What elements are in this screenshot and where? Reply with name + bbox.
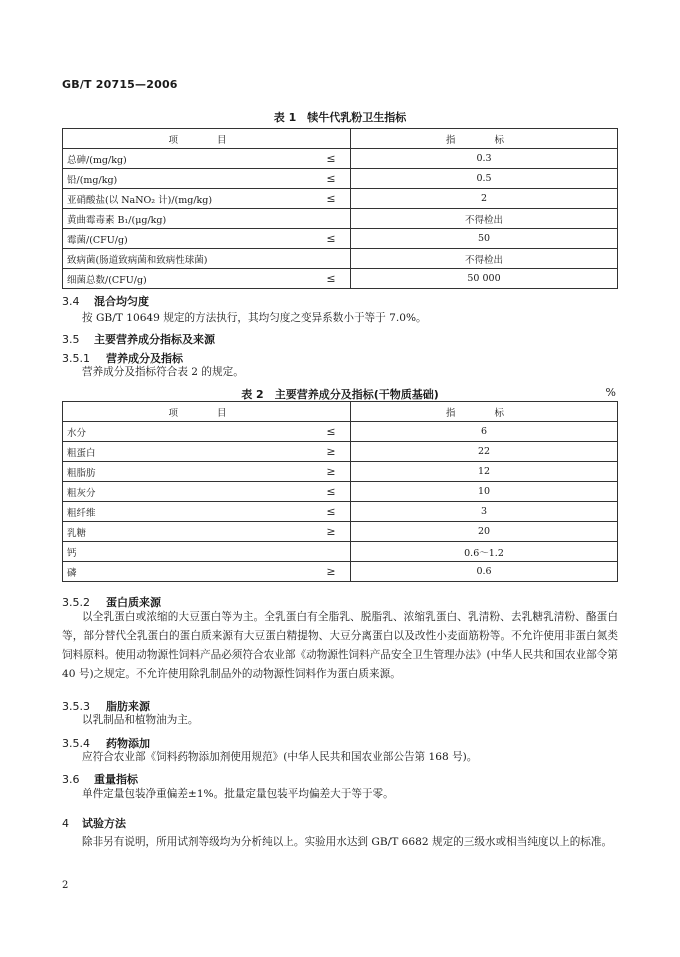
section-number: 3.5.2 [62,596,90,609]
row-item: 亚硝酸盐(以 NaNO₂ 计)/(mg/kg) [63,189,313,209]
section-title: 试验方法 [82,817,126,830]
row-comparator: ≤ [312,149,351,169]
table1-title: 表 1 犊牛代乳粉卫生指标 [273,111,407,124]
row-value: 不得检出 [351,209,618,229]
row-item: 磷 [63,562,313,582]
table1-col-item: 项 目 [63,129,351,149]
section-3-6-text: 单件定量包装净重偏差±1%。批量定量包装平均偏差大于等于零。 [82,788,394,800]
row-value: 50 000 [351,269,618,289]
row-item: 总砷/(mg/kg) [63,149,313,169]
table2-col-item: 项 目 [63,402,351,422]
section-3-5-heading [62,331,215,347]
table2-title: 表 2 主要营养成分及指标(干物质基础) [241,388,439,401]
row-comparator: ≤ [312,189,351,209]
row-comparator: ≤ [312,422,351,442]
section-title: 营养成分及指标 [106,352,183,365]
row-item: 粗蛋白 [63,442,313,462]
row-item: 致病菌(肠道致病菌和致病性球菌) [63,249,351,269]
table-row [63,482,618,502]
table-row [63,522,618,542]
row-item: 细菌总数/(CFU/g) [63,269,313,289]
row-value: 0.5 [351,169,618,189]
row-item: 粗脂肪 [63,462,313,482]
table-row [63,169,618,189]
section-4-heading [62,815,126,831]
row-item: 霉菌/(CFU/g) [63,229,313,249]
table2-unit: % [605,386,616,399]
row-value: 50 [351,229,618,249]
table-row [63,462,618,482]
table-row [63,442,618,462]
row-value: 10 [351,482,618,502]
section-number: 3.5 [62,333,80,346]
section-3-4-heading [62,293,149,309]
section-3-5-3-text: 以乳制品和植物油为主。 [82,714,199,726]
section-title: 蛋白质来源 [106,596,161,609]
standard-number: GB/T 20715—2006 [62,78,178,91]
table-row [63,209,618,229]
section-number: 3.5.1 [62,352,90,365]
table-row [63,269,618,289]
section-number: 3.4 [62,295,80,308]
row-value: 2 [351,189,618,209]
row-item: 钙 [63,542,351,562]
table-row [63,249,618,269]
row-comparator: ≥ [312,562,351,582]
row-value: 0.3 [351,149,618,169]
section-title: 重量指标 [94,773,138,786]
table-row [63,502,618,522]
row-comparator: ≥ [312,442,351,462]
section-title: 混合均匀度 [94,295,149,308]
row-comparator: ≥ [312,462,351,482]
row-comparator: ≤ [312,229,351,249]
row-comparator: ≤ [312,269,351,289]
table-row [63,189,618,209]
row-item: 黄曲霉毒素 B₁/(μg/kg) [63,209,351,229]
section-number: 4 [62,817,69,830]
row-value: 0.6 [351,562,618,582]
row-value: 不得检出 [351,249,618,269]
table1 [62,128,618,289]
row-value: 12 [351,462,618,482]
table-row [63,149,618,169]
section-3-4-text: 按 GB/T 10649 规定的方法执行，其均匀度之变异系数小于等于 7.0%。 [82,312,427,324]
row-comparator: ≤ [312,169,351,189]
table-row [63,542,618,562]
row-item: 粗纤维 [63,502,313,522]
table-row [63,229,618,249]
table2-col-value: 指 标 [351,402,618,422]
section-3-5-2-text: 以全乳蛋白或浓缩的大豆蛋白等为主。全乳蛋白有全脂乳、脱脂乳、浓缩乳蛋白、乳清粉、去乳糖乳清粉、酪蛋白等，部分替代全乳蛋白的蛋白质来源有大豆蛋白精提物、大豆分离蛋白以及改性小麦面筋粉等。不允许使用非蛋白氮类饲料原料。使用动物源性饲料产品必须符合农业部《动物源性饲料产品安全卫生管理办法》(中华人民共和国农业部令第 40 号)之规定。不允许使用除乳制品外的动物源性饲料作为蛋白质来源。 [62,611,618,680]
section-number: 3.5.4 [62,737,90,750]
section-4-text: 除非另有说明，所用试剂等级均为分析纯以上。实验用水达到 GB/T 6682 规定的三级水或相当纯度以上的标准。 [82,836,613,848]
row-item: 粗灰分 [63,482,313,502]
row-comparator: ≤ [312,482,351,502]
row-comparator: ≤ [312,502,351,522]
table1-col-value: 指 标 [351,129,618,149]
table-row [63,422,618,442]
row-value: 22 [351,442,618,462]
section-3-5-4-text: 应符合农业部《饲料药物添加剂使用规范》(中华人民共和国农业部公告第 168 号)。 [82,751,478,763]
section-title: 主要营养成分指标及来源 [94,333,215,346]
section-title: 药物添加 [106,737,150,750]
table-row [63,562,618,582]
row-item: 乳糖 [63,522,313,542]
row-value: 20 [351,522,618,542]
row-value: 6 [351,422,618,442]
section-title: 脂肪来源 [106,700,150,713]
row-item: 水分 [63,422,313,442]
row-value: 3 [351,502,618,522]
row-comparator: ≥ [312,522,351,542]
table1-header-row [63,129,618,149]
page-number: 2 [62,880,69,891]
section-3-5-1-text: 营养成分及指标符合表 2 的规定。 [82,366,244,378]
section-number: 3.6 [62,773,80,786]
row-item: 铅/(mg/kg) [63,169,313,189]
row-value: 0.6～1.2 [351,542,618,562]
table2-header-row [63,402,618,422]
table2 [62,401,618,582]
section-number: 3.5.3 [62,700,90,713]
